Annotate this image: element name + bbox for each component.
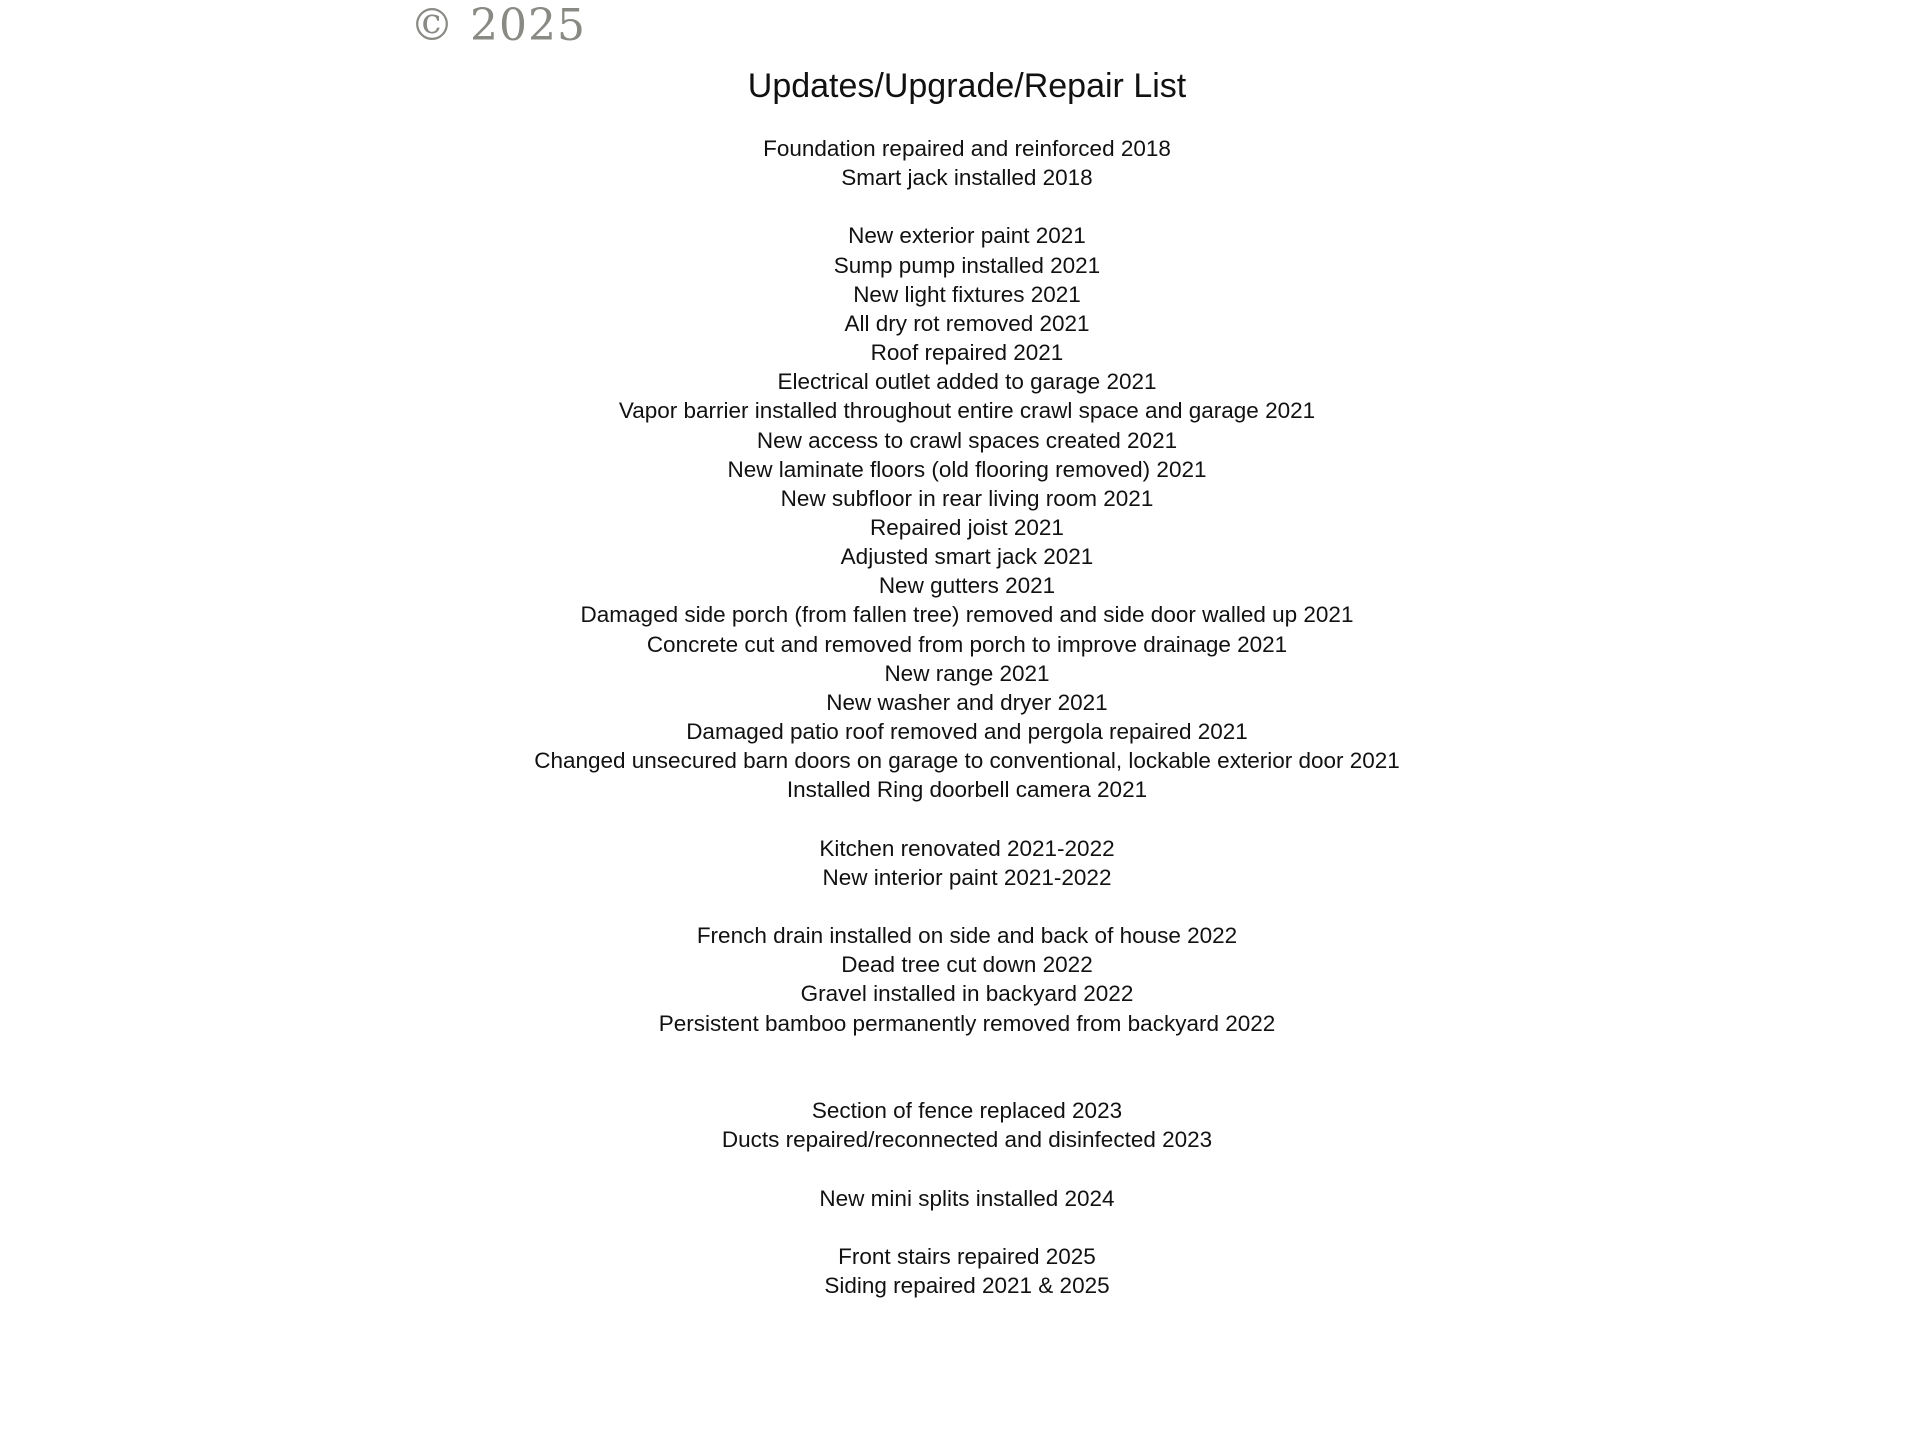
list-item: Siding repaired 2021 & 2025 <box>824 1273 1110 1298</box>
group-spacer <box>0 1213 1920 1242</box>
update-list <box>0 134 1920 1300</box>
list-item: New laminate floors (old flooring removed) 2021 <box>727 456 1207 482</box>
list-item: Concrete cut and removed from porch to improve drainage 2021 <box>646 631 1288 657</box>
list-item: Dead tree cut down 2022 <box>841 952 1093 978</box>
list-item: New mini splits installed 2024 <box>819 1185 1115 1211</box>
group-spacer <box>0 892 1920 921</box>
list-item: Section of fence replaced 2023 <box>811 1098 1123 1124</box>
list-item: Damaged patio roof removed and pergola repaired 2021 <box>686 719 1248 745</box>
list-item: Ducts repaired/reconnected and disinfected 2023 <box>721 1127 1213 1153</box>
list-item: New range 2021 <box>884 660 1050 686</box>
list-item: Electrical outlet added to garage 2021 <box>777 369 1157 395</box>
list-item: Roof repaired 2021 <box>870 340 1064 366</box>
list-item: New subfloor in rear living room 2021 <box>780 485 1154 511</box>
list-item: New exterior paint 2021 <box>848 223 1086 249</box>
list-item: Kitchen renovated 2021-2022 <box>819 835 1115 861</box>
copyright-watermark: © 2025 <box>410 0 586 51</box>
group-spacer <box>0 192 1920 221</box>
list-item: Installed Ring doorbell camera 2021 <box>786 777 1148 803</box>
group-spacer <box>0 805 1920 834</box>
list-item: Changed unsecured barn doors on garage to conventional, lockable exterior door 2021 <box>534 748 1400 774</box>
list-item: Sump pump installed 2021 <box>833 252 1101 278</box>
list-item: New washer and dryer 2021 <box>826 689 1108 715</box>
list-item: Adjusted smart jack 2021 <box>840 544 1094 570</box>
list-item: Persistent bamboo permanently removed from backyard 2022 <box>658 1010 1276 1036</box>
list-item: New light fixtures 2021 <box>853 281 1081 307</box>
group-spacer <box>0 1154 1920 1183</box>
list-item: Repaired joist 2021 <box>870 515 1064 541</box>
list-item: Front stairs repaired 2025 <box>838 1243 1096 1269</box>
list-item: Damaged side porch (from fallen tree) removed and side door walled up 2021 <box>580 602 1354 628</box>
list-item: Vapor barrier installed throughout entire crawl space and garage 2021 <box>618 398 1316 424</box>
group-spacer <box>0 1038 1920 1096</box>
list-item: Gravel installed in backyard 2022 <box>800 981 1134 1007</box>
list-item: New access to crawl spaces created 2021 <box>756 427 1178 453</box>
list-item: All dry rot removed 2021 <box>844 310 1090 336</box>
page-title: Updates/Upgrade/Repair List <box>747 67 1187 105</box>
list-item: Foundation repaired and reinforced 2018 <box>763 136 1171 161</box>
list-item: Smart jack installed 2018 <box>841 165 1093 191</box>
list-item: New gutters 2021 <box>878 573 1056 599</box>
list-item: French drain installed on side and back of house 2022 <box>696 923 1238 949</box>
list-item: New interior paint 2021-2022 <box>822 864 1112 890</box>
